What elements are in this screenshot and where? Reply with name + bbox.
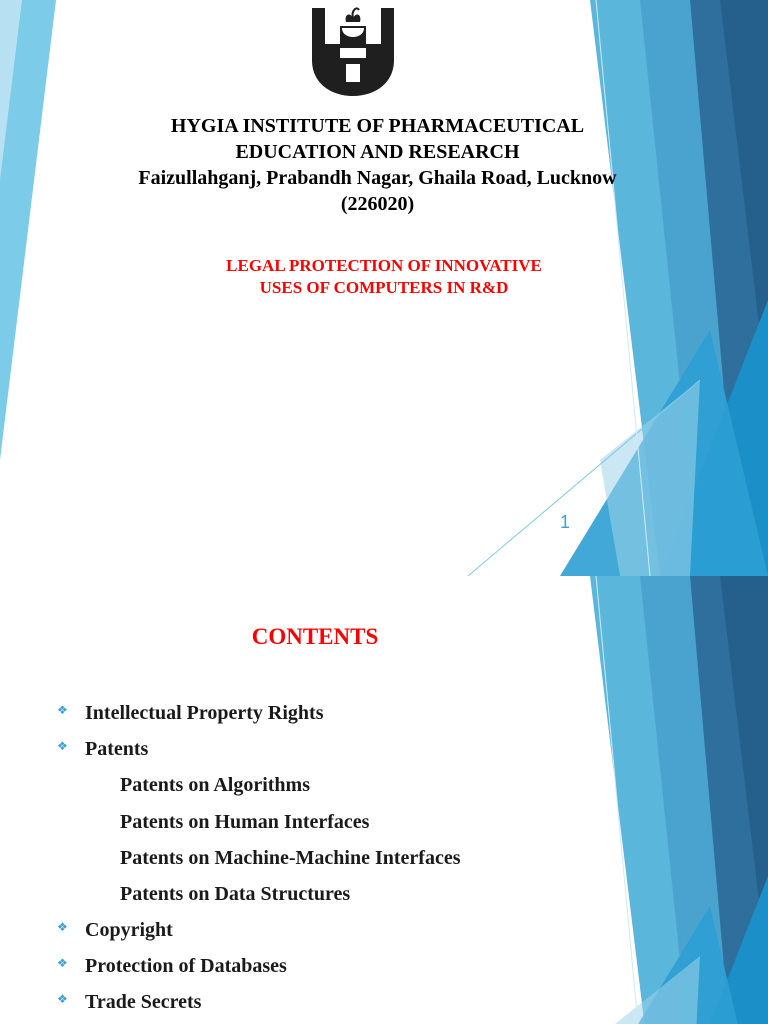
contents-item: Patents xyxy=(85,738,149,760)
contents-heading: CONTENTS xyxy=(251,624,379,649)
institute-name-line-1: HYGIA INSTITUTE OF PHARMACEUTICAL xyxy=(170,115,585,137)
diamond-bullet-icon: ❖ xyxy=(57,920,68,934)
contents-subitem: Patents on Machine-Machine Interfaces xyxy=(120,847,461,869)
contents-subitem: Patents on Human Interfaces xyxy=(120,811,370,833)
contents-subitem: Patents on Data Structures xyxy=(120,883,351,905)
presentation-title-line-1: LEGAL PROTECTION OF INNOVATIVE xyxy=(226,256,542,275)
diamond-bullet-icon: ❖ xyxy=(57,992,68,1006)
slide-number: 1 xyxy=(560,512,571,532)
diamond-bullet-icon: ❖ xyxy=(57,956,68,970)
contents-item: Intellectual Property Rights xyxy=(85,702,324,724)
contents-subitem: Patents on Algorithms xyxy=(120,774,310,796)
institute-address-line-1: Faizullahganj, Prabandh Nagar, Ghaila Road, Lucknow xyxy=(138,167,617,189)
diamond-bullet-icon: ❖ xyxy=(57,739,68,753)
diamond-bullet-icon: ❖ xyxy=(57,703,68,717)
institute-address-line-2: (226020) xyxy=(340,193,415,215)
contents-item: Copyright xyxy=(85,919,173,941)
slide-2 xyxy=(0,576,768,1024)
contents-item: Trade Secrets xyxy=(85,991,202,1013)
institute-name-line-2: EDUCATION AND RESEARCH xyxy=(235,141,520,163)
presentation-title-line-2: USES OF COMPUTERS IN R&D xyxy=(259,278,509,297)
contents-item: Protection of Databases xyxy=(85,955,287,977)
institute-logo xyxy=(310,4,396,98)
